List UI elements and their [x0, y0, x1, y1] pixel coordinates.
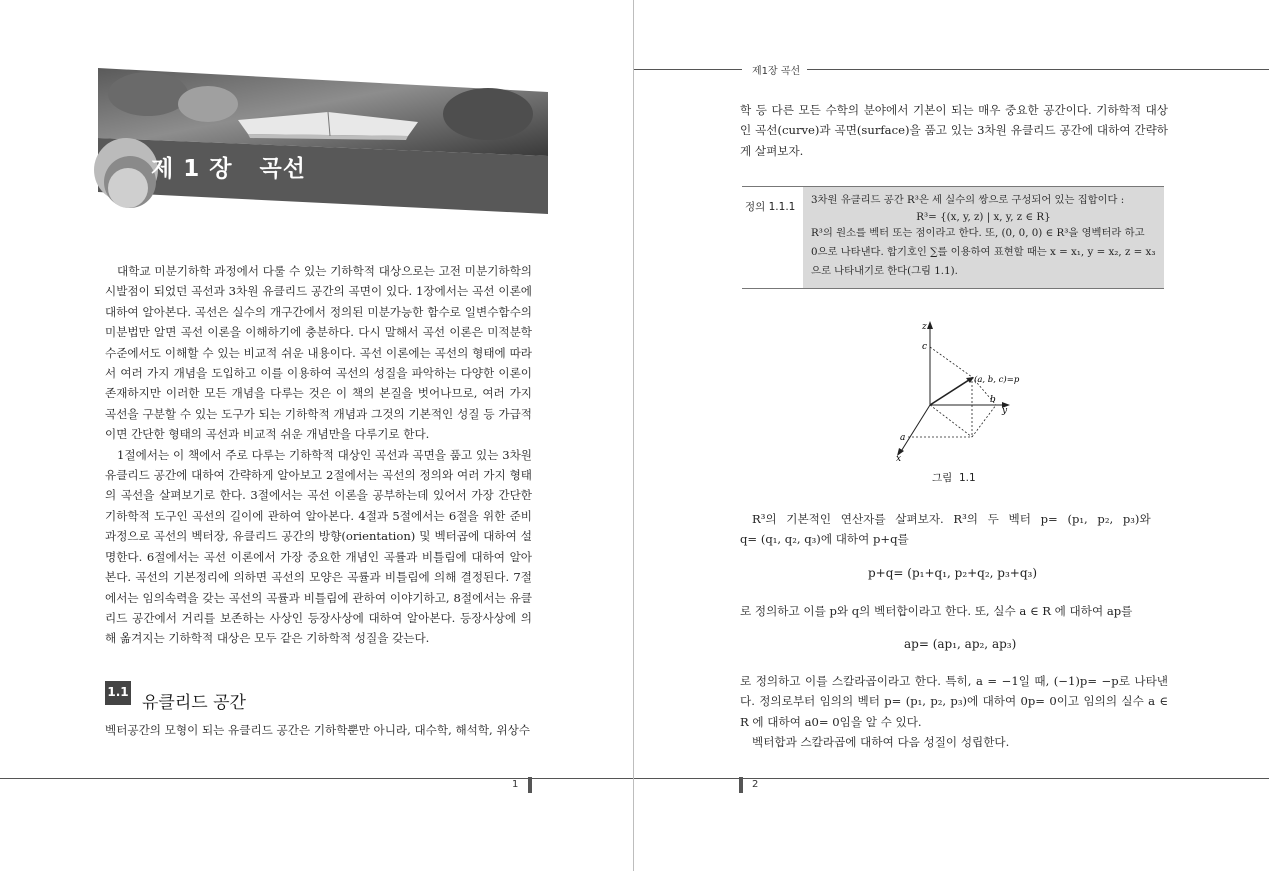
intro-paragraph-1: 대학교 미분기하학 과정에서 다룰 수 있는 기하학적 대상으로는 고전 미분기하학의 시발점이 되었던 곡선과 3차원 유클리드 공간의 곡면이 있다. 1장에서는 곡선 이론에 대하여 알아본다. 곡선은 실수의 개구간에서 정의된 미분가능한 함수로 일변수함수의 미분법만 알면 곡선 이론을 이해하기에 충분하다. 다시 말해서 곡선 이론은 미적분학 수준에서도 이해할 수 있는 비교적 쉬운 내용이다. 곡선 이론에는 곡선의 형태에 따라서 여러 가지 개념을 도입하고 이를 이용하여 곡선의 성질을 파악하는 다양한 이론이 존재하지만 이러한 모든 개념을 다루는 것은 이 책의 본질을 벗어나므로, 여러 가지 곡선을 구분할 수 있는 도구가 되는 기하학적 개념과 그것의 기본적인 성질 등 가급적이면 간단한 형태의 곡선과 비교적 쉬운 개념만을 다루기로 한다. — [105, 264, 532, 442]
figure-axes-diagram — [880, 315, 1030, 465]
left-page — [0, 0, 633, 871]
paragraph-operators-cont: q= (q₁, q₂, q₃)에 대하여 p+q를 — [740, 532, 909, 546]
axis-label-y: y — [1002, 406, 1008, 416]
figure-caption: 그림 1.1 — [932, 472, 976, 484]
header-rule-left — [634, 69, 742, 70]
paragraph-properties: 벡터합과 스칼라곱에 대하여 다음 성질이 성립한다. — [752, 735, 1010, 749]
axis-label-a: a — [900, 433, 906, 443]
header-rule-right — [807, 69, 1269, 70]
definition-line-5: 으로 나타내기로 한다(그림 1.1). — [811, 265, 958, 277]
equation-vector-sum: p+q= (p₁+q₁, p₂+q₂, p₃+q₃) — [868, 566, 1038, 580]
chapter-title: 제 1 장 곡선 — [151, 156, 306, 182]
continued-text: 학 등 다른 모든 수학의 분야에서 기본이 되는 매우 중요한 공간이다. 기하학적 대상인 곡선(curve)과 곡면(surface)을 품고 있는 3차원 유클리드 공간에 대하여 간략하게 살펴보자. — [740, 103, 1168, 158]
axis-label-b: b — [990, 395, 996, 405]
point-label: (a, b, c)=p — [974, 375, 1020, 385]
section-title: 유클리드 공간 — [142, 693, 246, 713]
definition-line-4: 0으로 나타낸다. 합기호인 ∑를 이용하여 표현할 때는 x = x₁, y = x₂, z = x₃ — [811, 246, 1156, 258]
intro-text — [105, 261, 532, 649]
definition-box — [742, 186, 1164, 289]
definition-line-1: 3차원 유클리드 공간 R³은 세 실수의 쌍으로 구성되어 있는 집합이다 : — [811, 194, 1125, 206]
page-number-right: 2 — [752, 779, 759, 790]
section-number: 1.1 — [107, 685, 129, 699]
axis-label-z: z — [922, 322, 927, 332]
definition-line-2: R³= {(x, y, z) | x, y, z ∈ R} — [916, 211, 1051, 223]
section-number-badge — [105, 681, 131, 705]
page-marker-right — [739, 777, 743, 793]
footer-rule — [0, 778, 633, 779]
page-marker — [528, 777, 532, 793]
chapter-banner — [88, 64, 550, 214]
equation-scalar-mult: ap= (ap₁, ap₂, ap₃) — [904, 637, 1017, 651]
section-text: 벡터공간의 모형이 되는 유클리드 공간은 기하학뿐만 아니라, 대수학, 해석학, 위상수 — [105, 723, 531, 737]
page-number: 1 — [512, 779, 519, 790]
axis-label-x: x — [896, 454, 902, 464]
axis-label-c: c — [922, 342, 928, 352]
running-header: 제1장 곡선 — [752, 66, 801, 77]
paragraph-vector-sum: 로 정의하고 이를 p와 q의 벡터합이라고 한다. 또, 실수 a ∈ R 에 대하여 ap를 — [740, 604, 1133, 618]
paragraph-operators: R³의 기본적인 연산자를 살펴보자. R³의 두 벡터 p= (p₁, p₂, p₃)와 — [752, 512, 1151, 526]
footer-rule-right — [634, 778, 1269, 779]
definition-line-3: R³의 원소를 벡터 또는 점이라고 한다. 또, (0, 0, 0) ∈ R³을 영벡터라 하고 — [811, 227, 1145, 239]
paragraph-scalar-mult: 로 정의하고 이를 스칼라곱이라고 한다. 특히, a = −1일 때, (−1)p= −p로 나타낸다. 정의로부터 임의의 벡터 p= (p₁, p₂, p₃)에 대하여 0p= 0이고 임의의 실수 a ∈ R 에 대하여 a0= 0임을 알 수 있다. — [740, 674, 1168, 729]
definition-label: 정의 1.1.1 — [745, 201, 796, 213]
definition-content — [803, 187, 1164, 288]
intro-paragraph-2: 1절에서는 이 책에서 주로 다루는 기하학적 대상인 곡선과 곡면을 품고 있는 3차원 유클리드 공간에 대하여 간략하게 알아보고 2절에서는 곡선의 정의와 여러 가지 형태의 곡선을 살펴보기로 한다. 3절에서는 곡선 이론을 공부하는데 있어서 가장 간단한 기하학적 도구인 곡선의 길이에 관하여 알아본다. 4절과 5절에서는 6절을 위한 준비 과정으로 곡선의 벡터장, 유클리드 공간의 방향(orientation) 및 벡터곱에 대하여 설명한다. 6절에서는 곡선 이론에서 가장 중요한 개념인 곡률과 비틀림에 대하여 알아본다. 곡선의 기본정리에 의하면 곡선의 모양은 곡률과 비틀림에 의해 결정된다. 7절에서는 임의속력을 갖는 곡선의 곡률과 비틀림에 관하여 이야기하고, 8절에서는 유클리드 공간에서 거리를 보존하는 사상인 등장사상에 대하여 알아본다. 등장사상에 의해 옮겨지는 기하학적 대상은 모두 같은 기하학적 성질을 갖는다. — [105, 447, 532, 646]
